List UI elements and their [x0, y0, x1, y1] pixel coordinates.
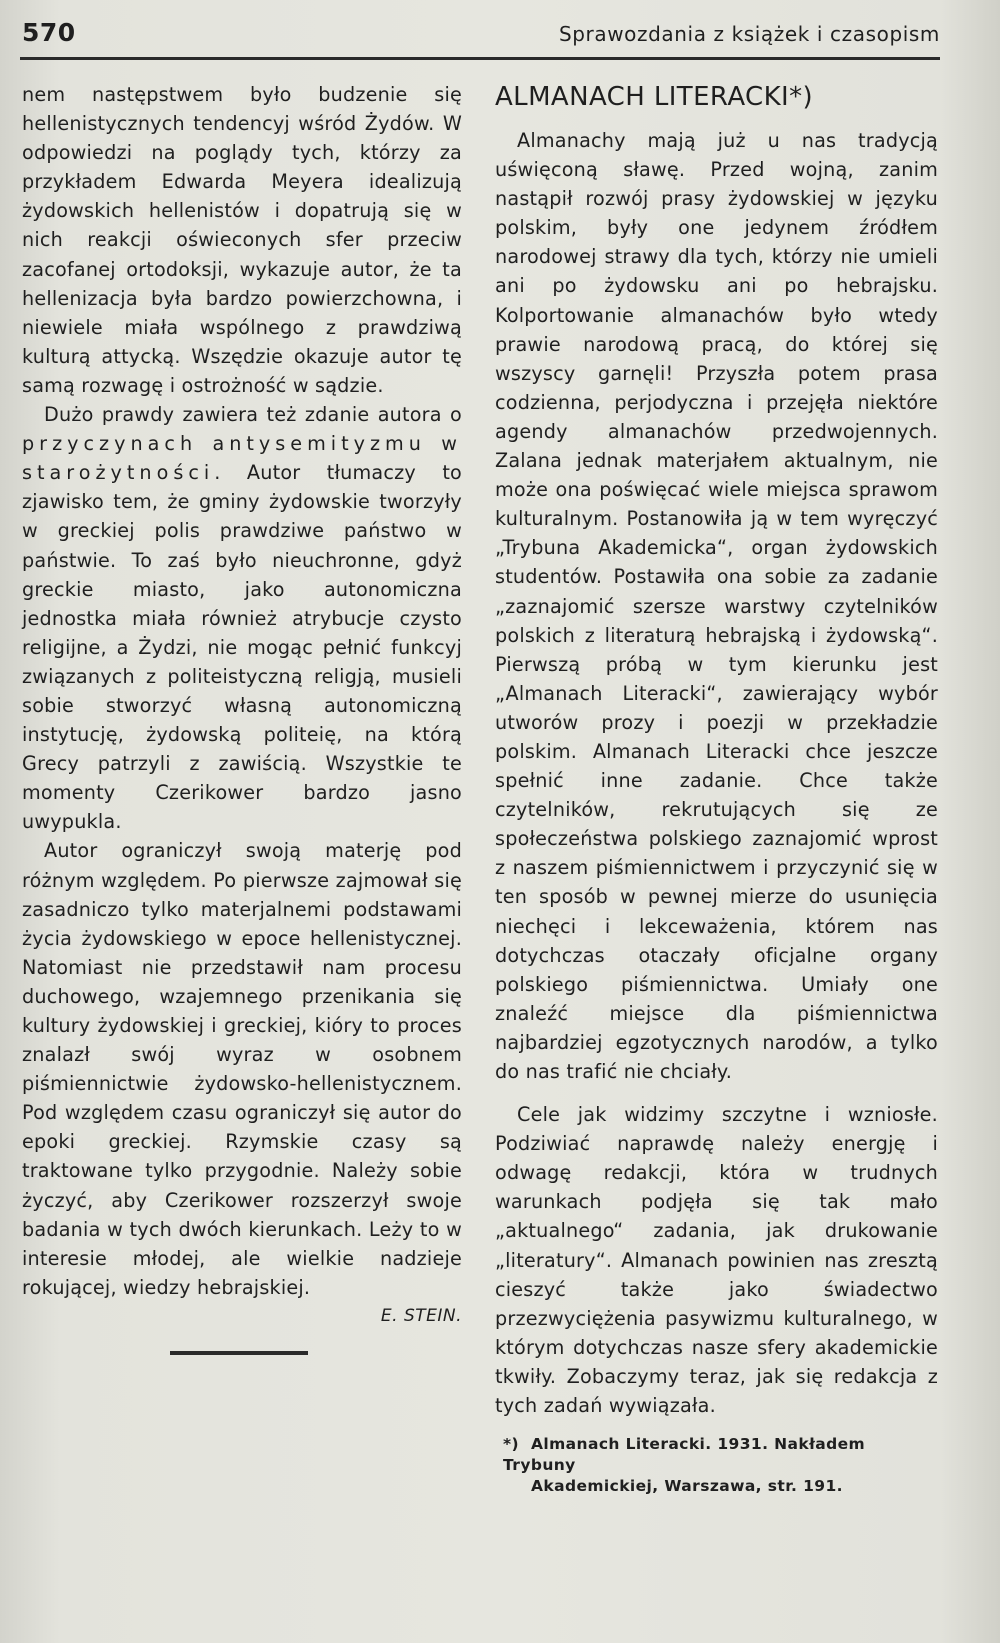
author-signature: E. STEIN.: [380, 1305, 462, 1326]
footnote-mark: *): [503, 1435, 519, 1454]
footnote: [495, 1434, 938, 1497]
left-paragraph-1: nem następstwem było budzenie się hellenistycznych tendencyj wśród Żydów. W odpowiedzi na poglądy tych, którzy za przykładem Edwarda Meyera idealizują żydowskich hellenistów i dopatrują się w nich reakcji oświeconych sfer przeciw zacofanej ortodoksji, wykazuje autor, że ta hellenizacja była bardzo powierzchowna, i niewiele miała wspólnego z prawdziwą kulturą attycką. Wszędzie okazuje autor tę samą rozwagę i ostrożność w sądzie.: [22, 83, 462, 397]
end-rule: [170, 1351, 308, 1355]
left-paragraph-3: Autor ograniczył swoją materję pod różnym względem. Po pierwsze zajmował się zasadniczo tylko materjalnemi podstawami życia żydowskiego w epoce hellenistycznej. Natomiast nie przedstawił nam procesu duchowego, wzajemnego przenikania się kultury żydowskiej i greckiej, kióry to proces znalazł swój wyraz w osobnem piśmiennictwie żydowsko-hellenistycznem. Pod względem czasu ograniczył się autor do epoki greckiej. Rzymskie czasy są traktowane tylko przygodnie. Należy sobie życzyć, aby Czerikower rozszerzył swoje badania w tych dwóch kierunkach. Leży to w interesie młodej, ale wielkie nadzieje rokującej, wiedzy hebrajskiej.: [22, 839, 462, 1299]
footnote-text-1: Almanach Literacki. 1931. Nakładem Trybuny: [503, 1435, 866, 1475]
spaced-emphasis: przyczynach antysemityzmu w starożytności: [22, 432, 462, 485]
paragraph-gap: [495, 1086, 938, 1100]
article-title: ALMANACH LITERACKI*): [495, 82, 814, 112]
right-paragraph-1: Almanachy mają już u nas tradycją uświęconą sławę. Przed wojną, zanim nastąpił rozwój prasy żydowskiej w języku polskim, były one jedynem źródłem narodowej strawy dla tych, którzy nie umieli ani po żydowsku ani po hebrajsku. Kolportowanie almanachów było wtedy prawie narodową pracą, do której się wszyscy garnęli! Przyszła potem prasa codzienna, perjodyczna i przejęła niektóre agendy almanachów przedwojennych. Zalana jednak materjałem aktualnym, nie może ona poświęcać wiele miejsca sprawom kulturalnym. Postanowiła ją w tem wyręczyć „Trybuna Akademicka“, organ żydowskich studentów. Postawiła ona sobie za zadanie „zaznajomić szersze warstwy czytelników polskich z literaturą hebrajską i żydowską“. Pierwszą próbą w tym kierunku jest „Almanach Literacki“, zawierający wybór utworów prozy i poezji w przekładzie polskim. Almanach Literacki chce jeszcze spełnić inne zadanie. Chce także czytelników, rekrutujących się ze społeczeństwa polskiego zaznajomić wprost z naszem piśmiennictwem i przyczynić się w ten sposób w pewnej mierze do usunięcia niechęci i lekceważenia, którem nas dotychczas otaczały oficjalne organy polskiego piśmiennictwa. Umiały one znaleźć miejsce dla piśmiennictwa najbardziej egzotycznych narodów, a tylko do nas trafić nie chciały.: [495, 129, 938, 1083]
page-number: 570: [22, 18, 76, 47]
right-paragraph-2: Cele jak widzimy szczytne i wzniosłe. Podziwiać naprawdę należy energję i odwagę redakcji, która w trudnych warunkach podjęła się tak mało „aktualnego“ zadania, jak drukowanie „literatury“. Almanach powinien nas zresztą cieszyć także jako świadectwo przezwyciężenia pasywizmu kulturalnego, w którym dotychczas nasze sfery akademickie tkwiły. Zobaczymy teraz, jak się redakcja z tych zadań wywiązała.: [495, 1103, 938, 1418]
left-paragraph-2-end: . Autor tłumaczy to zjawisko tem, że gminy żydowskie tworzyły w greckiej polis prawdziwe państwo w państwie. To zaś było nieuchronne, gdyż greckie miasto, jako autonomiczna jednostka miała również atrybucje czysto religijne, a Żydzi, nie mogąc pełnić funkcyj związanych z politeistyczną religją, musieli sobie stworzyć własną autonomiczną instytucję, żydowską politeię, na którą Grecy patrzyli z zawiścią. Wszystkie te momenty Czerikower bardzo jasno uwypukla.: [22, 461, 462, 834]
right-column: [495, 80, 938, 1497]
footnote-line-2: Akademickiej, Warszawa, str. 191.: [531, 1477, 843, 1496]
left-column: [22, 80, 462, 1355]
footnote-line-1: [503, 1434, 938, 1476]
header-rule: [20, 57, 940, 60]
left-paragraph-2-start: Dużo prawdy zawiera też zdanie autora o: [44, 403, 462, 427]
left-paragraph-2: [22, 400, 462, 836]
running-title: Sprawozdania z książek i czasopism: [558, 22, 940, 46]
